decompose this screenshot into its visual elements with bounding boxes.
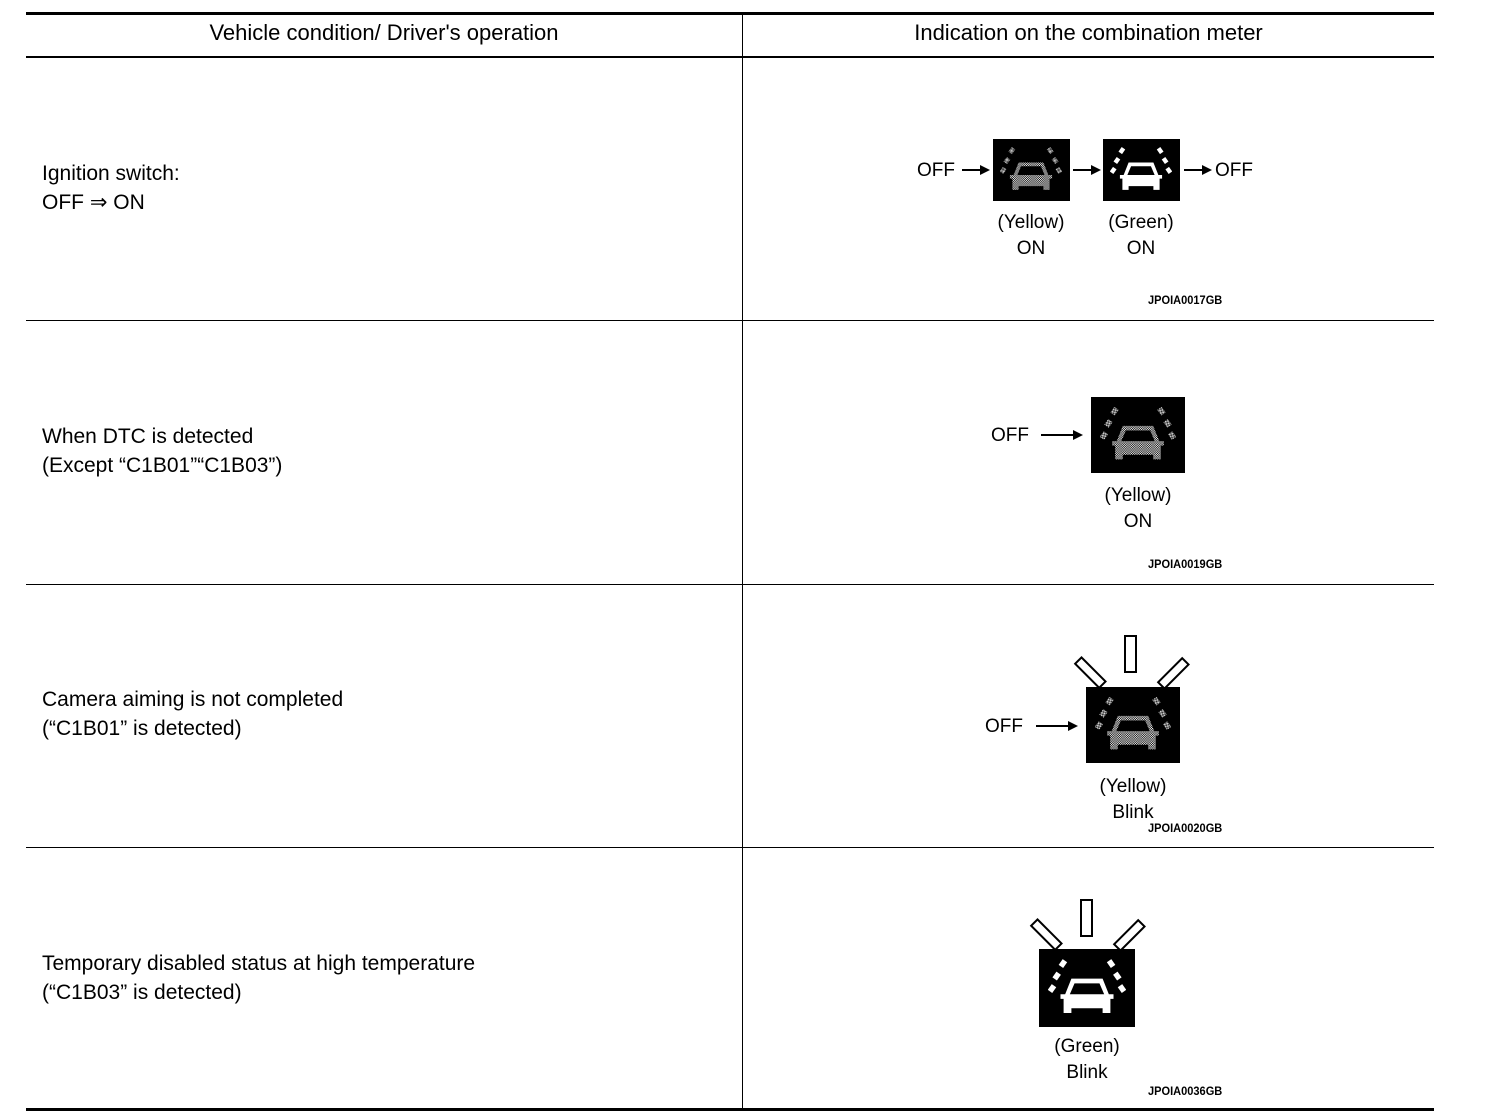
lamp-state: Blink xyxy=(1066,1062,1108,1083)
condition-cell xyxy=(42,159,180,217)
table-top-rule xyxy=(26,12,1434,15)
blink-rays-icon xyxy=(1074,634,1192,686)
condition-line: (Except “C1B01”“C1B03”) xyxy=(42,454,283,477)
condition-line: Temporary disabled status at high temperature xyxy=(42,952,476,975)
lamp-color: (Green) xyxy=(1054,1036,1120,1057)
condition-line: (“C1B03” is detected) xyxy=(42,981,242,1004)
lamp-color: (Yellow) xyxy=(1104,485,1172,506)
row-divider xyxy=(26,320,1434,321)
lamp-state: ON xyxy=(1126,238,1156,259)
arrow-right-icon xyxy=(962,164,990,176)
lamp-state: ON xyxy=(1123,511,1153,532)
condition-cell xyxy=(42,422,282,480)
arrow-right-icon xyxy=(1036,720,1078,732)
lamp-caption xyxy=(1037,1034,1137,1086)
lane-warning-green-icon xyxy=(1103,139,1180,201)
sequence-start-label: OFF xyxy=(991,425,1029,446)
lane-warning-yellow-icon xyxy=(993,139,1070,201)
arrow-right-icon xyxy=(1073,164,1101,176)
sequence-start-label: OFF xyxy=(985,716,1023,737)
condition-line: OFF ⇒ ON xyxy=(42,191,145,214)
column-divider xyxy=(742,14,743,1110)
lamp-caption xyxy=(1088,483,1188,535)
condition-cell xyxy=(42,685,343,743)
condition-line: (“C1B01” is detected) xyxy=(42,717,242,740)
lamp-caption xyxy=(981,210,1081,262)
condition-cell xyxy=(42,949,475,1007)
lamp-state: Blink xyxy=(1112,802,1154,823)
header-condition: Vehicle condition/ Driver's operation xyxy=(209,20,559,45)
figure-code: JPOIA0020GB xyxy=(1148,821,1223,835)
table-bottom-rule xyxy=(26,1108,1434,1111)
row-divider xyxy=(26,847,1434,848)
arrow-right-icon xyxy=(1184,164,1212,176)
lamp-color: (Yellow) xyxy=(1099,776,1167,797)
condition-line: When DTC is detected xyxy=(42,425,254,448)
condition-line: Ignition switch: xyxy=(42,162,180,185)
lane-warning-green-icon xyxy=(1039,949,1135,1027)
lamp-caption xyxy=(1083,774,1183,826)
lamp-color: (Green) xyxy=(1108,212,1174,233)
figure-code: JPOIA0019GB xyxy=(1148,557,1223,571)
figure-code: JPOIA0017GB xyxy=(1148,293,1223,307)
header-bottom-rule xyxy=(26,56,1434,58)
sequence-start-label: OFF xyxy=(917,160,955,181)
row-divider xyxy=(26,584,1434,585)
lamp-color: (Yellow) xyxy=(997,212,1065,233)
lane-warning-yellow-icon xyxy=(1091,397,1185,473)
header-indication: Indication on the combination meter xyxy=(914,20,1263,45)
condition-line: Camera aiming is not completed xyxy=(42,688,344,711)
lamp-state: ON xyxy=(1016,238,1046,259)
sequence-end-label: OFF xyxy=(1215,160,1253,181)
arrow-right-icon xyxy=(1041,429,1083,441)
blink-rays-icon xyxy=(1028,898,1146,950)
lamp-caption xyxy=(1091,210,1191,262)
figure-code: JPOIA0036GB xyxy=(1148,1084,1223,1098)
lane-warning-yellow-icon xyxy=(1086,687,1180,763)
